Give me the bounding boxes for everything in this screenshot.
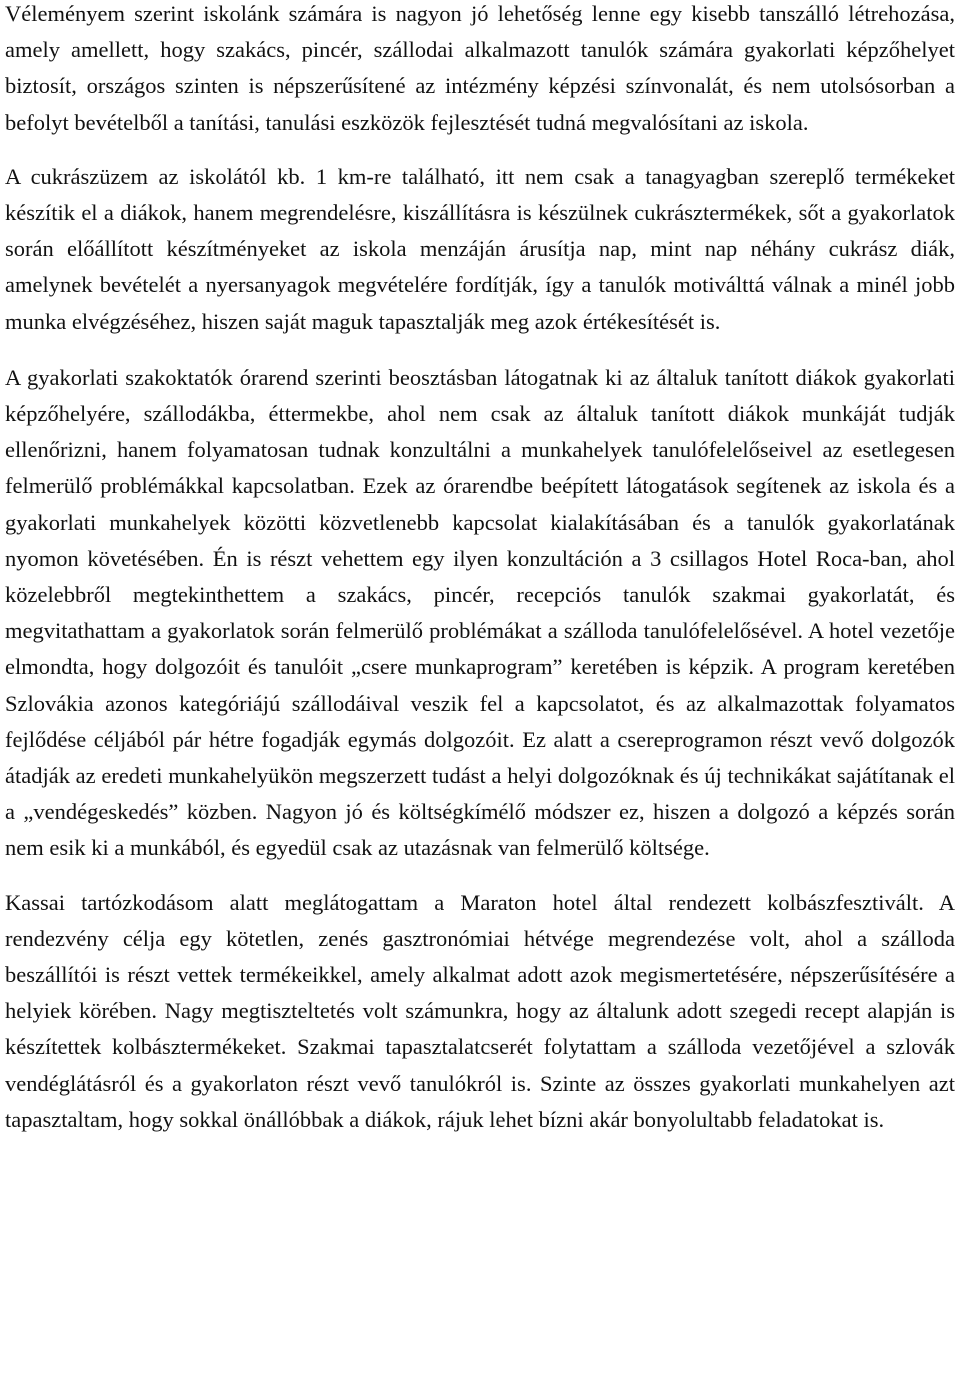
paragraph-confectionery: A cukrászüzem az iskolától kb. 1 km-re található, itt nem csak a tanagyagban szereplő termékeket készítik el a diákok, hanem megrendelésre, kiszállításra is készülnek cukrásztermékek, sőt a gyakorlatok során előállított készítményeket az iskola menzáján árusítja nap, mint nap néhány cukrász diák, amelynek bevételét a nyersanyagok megvételére fordítják, így a tanulók motiválttá válnak a minél jobb munka elvégzéséhez, hiszen saját maguk tapasztalják meg azok értékesítését is.	[5, 163, 955, 334]
document-page	[5, 0, 955, 1138]
paragraph-kosice-visit: Kassai tartózkodásom alatt meglátogattam a Maraton hotel által rendezett kolbászfesztivált. A rendezvény célja egy kötetlen, zenés gasztronómiai hétvége megrendezése volt, ahol a szálloda beszállítói is részt vettek termékeikkel, amely alkalmat adott azok megismertetésére, népszerűsítésére a helyiek körében. Nagy megtiszteltetés volt számunkra, hogy az általunk adott szegedi recept alapján is készítettek kolbásztermékeket. Szakmai tapasztalatcserét folytattam a szálloda vezetőjével a szlovák vendéglátásról és a gyakorlaton részt vevő tanulókról is. Szinte az összes gyakorlati munkahelyen azt tapasztaltam, hogy sokkal önállóbbak a diákok, rájuk lehet bízni akár bonyolultabb feladatokat is.	[5, 889, 955, 1132]
paragraph-practical-instructors: A gyakorlati szakoktatók órarend szerinti beosztásban látogatnak ki az általuk tanított diákok gyakorlati képzőhelyére, szállodákba, éttermekbe, ahol nem csak az általuk tanított diákok munkáját tudják ellenőrizni, hanem folyamatosan tudnak konzultálni a munkahelyek tanulófelelőseivel az esetlegesen felmerülő problémákkal kapcsolatban. Ezek az órarendbe beépített látogatások segítenek az iskola és a gyakorlati munkahelyek közötti közvetlenebb kapcsolat kialakításában és a tanulók gyakorlatának nyomon követésében. Én is részt vehettem egy ilyen konzultáción a 3 csillagos Hotel Roca-ban, ahol közelebbről megtekinthettem a szakács, pincér, recepciós tanulók szakmai gyakorlatát, és megvitathattam a gyakorlatok során felmerülő problémákat a szálloda tanulófelelősével. A hotel vezetője elmondta, hogy dolgozóit és tanulóit „csere munkaprogram” keretében is képzik. A program keretében Szlovákia azonos kategóriájú szállodáival veszik fel a kapcsolatot, és az alkalmazottak folyamatos fejlődése céljából pár hétre fogadják egymás dolgozóit. Ez alatt a csereprogramon részt vevő dolgozók átadják az eredeti munkahelyükön megszerzett tudást a helyi dolgozóknak és új technikákat sajátítanak el a „vendégeskedés” közben. Nagyon jó és költségkímélő módszer ez, hiszen a dolgozó a képzés során nem esik ki a munkából, és egyedül csak az utazásnak van felmerülő költsége.	[5, 364, 955, 861]
paragraph-teaching-hotel: Véleményem szerint iskolánk számára is nagyon jó lehetőség lenne egy kisebb tanszálló létrehozása, amely amellett, hogy szakács, pincér, szállodai alkalmazott tanulók számára gyakorlati képzőhelyet biztosít, országos szinten is népszerűsítené az intézmény képzési színvonalát, és nem utolsósorban a befolyt bevételből a tanítási, tanulási eszközök fejlesztését tudná megvalósítani az iskola.	[5, 1, 955, 135]
